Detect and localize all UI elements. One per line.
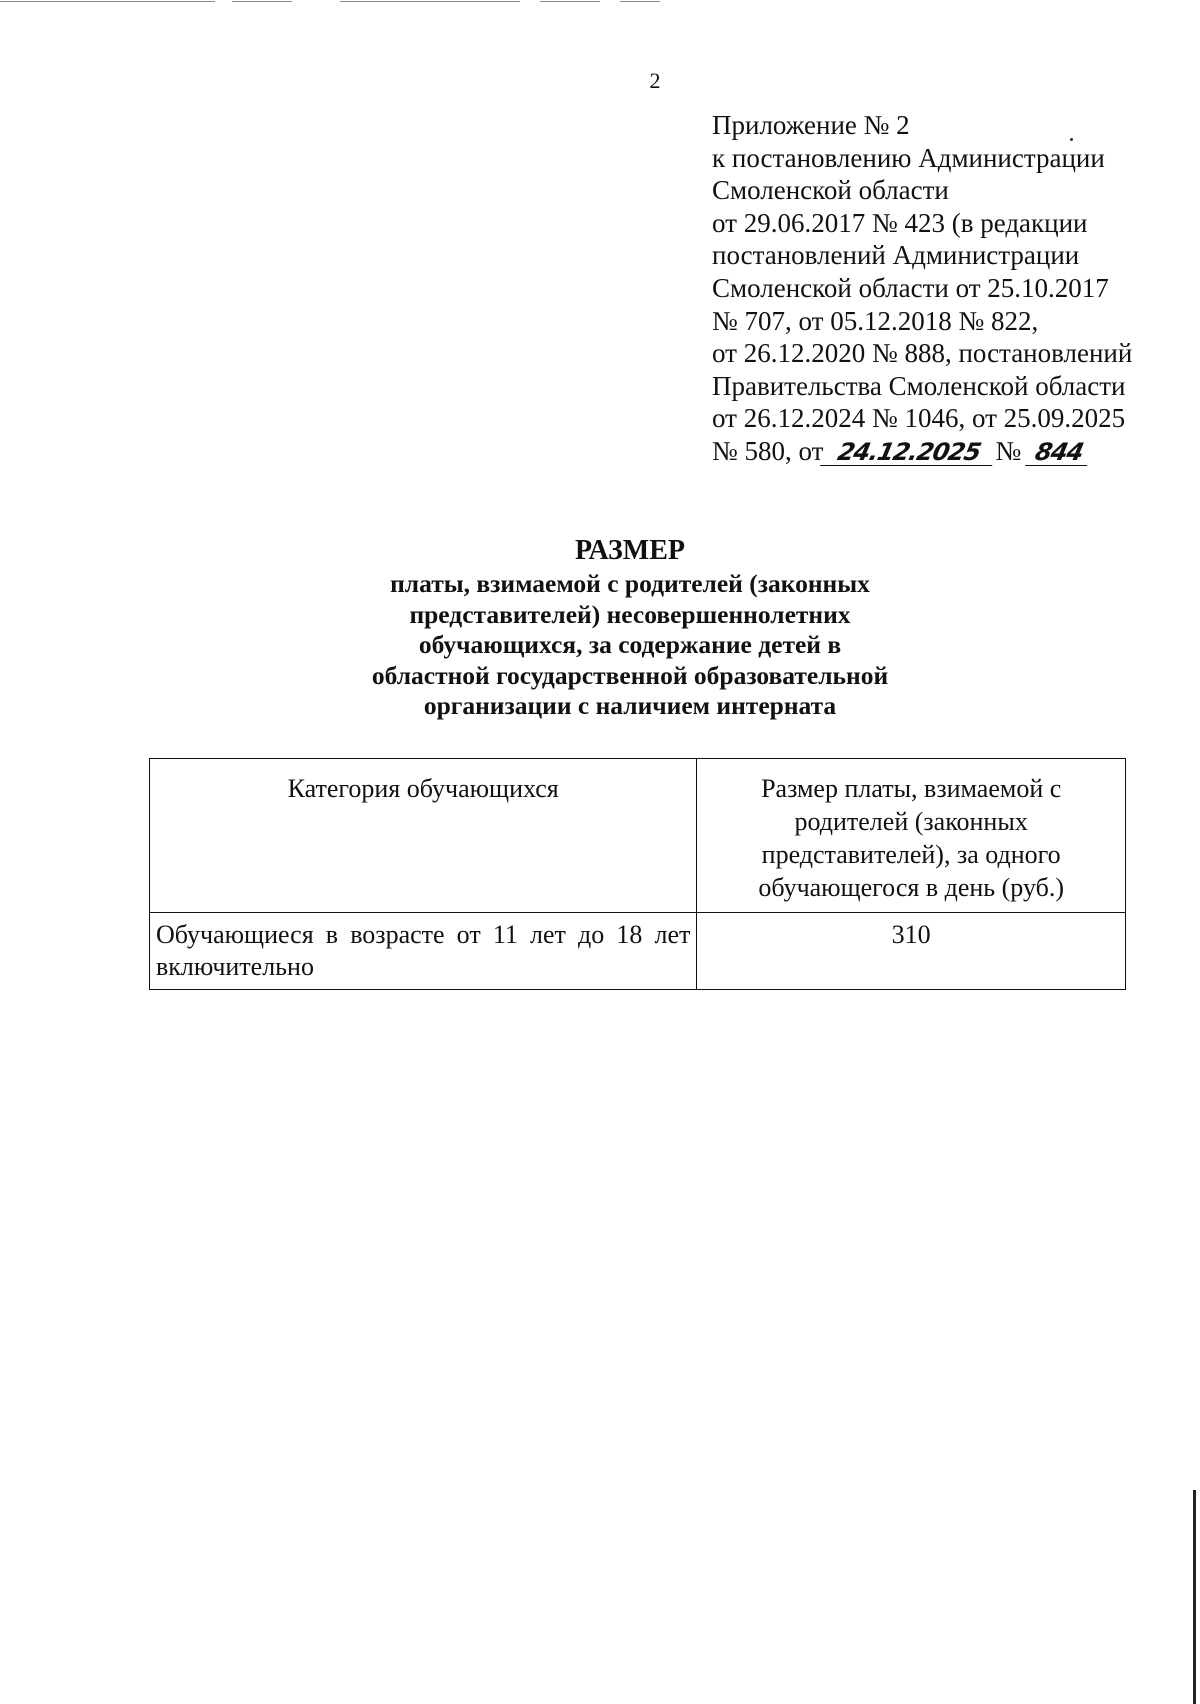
appendix-line: к постановлению Администрации: [712, 142, 1105, 173]
header-fee: Размер платы, взимаемой с родителей (законных представителей), за одного обучающегося в день (руб.): [697, 759, 1126, 913]
appendix-line: от 26.12.2020 № 888, постановлений: [712, 338, 1133, 369]
fee-table: [149, 758, 1126, 990]
title-line: обучающихся, за содержание детей в: [418, 630, 842, 659]
appendix-line: Правительства Смоленской области: [712, 370, 1126, 401]
appendix-prefix: № 580, от: [712, 435, 824, 466]
appendix-line: Приложение № 2: [712, 110, 910, 140]
appendix-line: № 707, от 05.12.2018 № 822,: [712, 305, 1039, 336]
page-number: 2: [649, 68, 661, 93]
appendix-line: Смоленской области: [712, 175, 949, 206]
title-line: областной государственной образовательной: [371, 660, 889, 690]
appendix-last-line: [712, 435, 1182, 468]
title-line: организации с наличием интерната: [423, 691, 837, 720]
number-sign: №: [995, 435, 1022, 466]
appendix-line: от 26.12.2024 № 1046, от 25.09.2025: [712, 403, 1126, 434]
scan-artifact-right-edge: [1193, 1490, 1196, 1704]
appendix-line: Смоленской области от 25.10.2017: [712, 272, 1109, 303]
appendix-header: [712, 109, 1182, 468]
handwritten-number: 844: [1025, 439, 1093, 466]
title-line: платы, взимаемой с родителей (законных: [390, 569, 870, 598]
scan-artifact-top: [0, 0, 1200, 6]
header-category: Категория обучающихся: [150, 759, 697, 913]
title-main: РАЗМЕР: [574, 535, 686, 566]
title-line: представителей) несовершеннолетних: [409, 599, 851, 629]
handwritten-date: 24.12.2025: [821, 439, 999, 466]
document-title: [250, 533, 1010, 722]
cell-category: Обучающиеся в возрасте от 11 лет до 18 лет включительно: [150, 913, 697, 990]
appendix-line: от 29.06.2017 № 423 (в редакции: [712, 207, 1088, 238]
table-header-row: [150, 759, 1126, 913]
appendix-line: постановлений Администрации: [712, 240, 1080, 271]
cell-fee: 310: [697, 913, 1126, 990]
table-row: [150, 913, 1126, 990]
